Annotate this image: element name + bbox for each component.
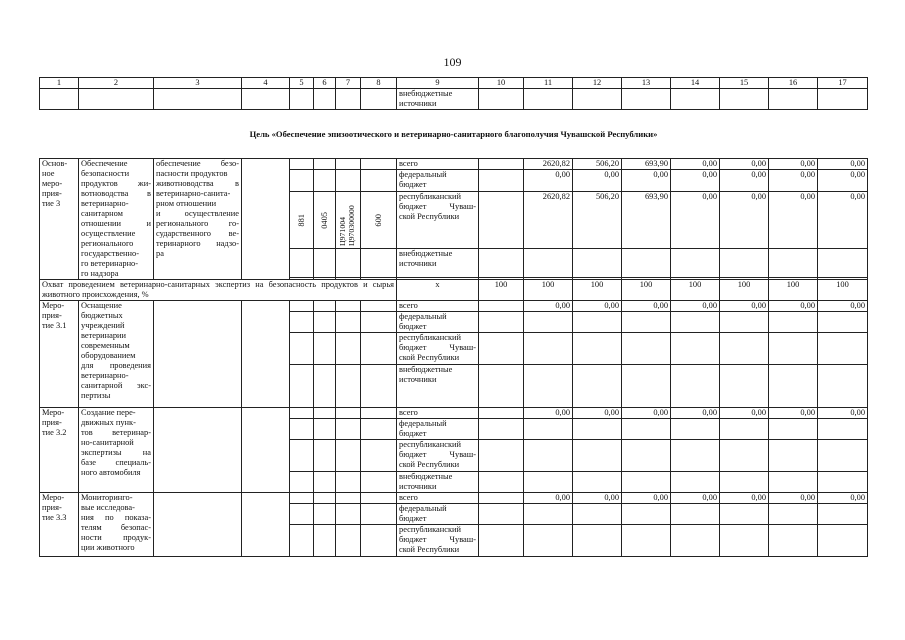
indicator-value: 100 [818,280,868,301]
col-header: 14 [671,78,720,89]
source-extrabudget: внебюджетные источники [397,365,479,408]
indicator-value: 100 [622,280,671,301]
value-cell: 0,00 [622,408,671,419]
col-header: 8 [361,78,397,89]
col-header: 6 [314,78,336,89]
source-extrabudget: внебюджетные источники [397,472,479,493]
value-cell: 0,00 [720,159,769,170]
indicator-text: Охват проведением ветеринарно-санитарных экспертиз на безопасность продуктов и сырья животного происхождения, % [40,280,397,301]
value-cell: 0,00 [671,408,720,419]
value-cell: 0,00 [769,301,818,312]
activity-label: Меро- прия- тие 3.1 [40,301,79,408]
col-header: 12 [573,78,622,89]
value-cell: 0,00 [573,408,622,419]
value-cell: 0,00 [769,159,818,170]
value-cell: 693,90 [622,159,671,170]
table-row [40,493,868,504]
indicator-value: 100 [769,280,818,301]
value-cell: 0,00 [622,170,671,191]
col-header: 11 [524,78,573,89]
value-cell: 0,00 [573,170,622,191]
source-extrabudget: внебюджетные источники [397,89,479,110]
source-all: всего [397,301,479,312]
code-cell: Ц971004 Ц970300000 [338,205,356,246]
source-all: всего [397,159,479,170]
source-federal: федеральный бюджет [397,312,479,333]
header-row [40,78,868,89]
table-row [40,89,868,110]
value-cell: 0,00 [769,408,818,419]
value-cell: 0,00 [671,170,720,191]
goal-title: Цель «Обеспечение эпизоотического и ветеринарно-санитарного благополучия Чувашской Республики» [40,110,868,159]
indicator-row [40,280,868,301]
value-cell: 0,00 [573,493,622,504]
source-republican: республиканский бюджет Чуваш- ской Республики [397,440,479,472]
activity-name: Оснащение бюджетных учреждений ветеринарии современным оборудованием для проведения ветеринарно- санитарной экс- пертизы [79,301,154,408]
value-cell: 0,00 [720,493,769,504]
value-cell: 0,00 [720,170,769,191]
col-header: 4 [242,78,290,89]
value-cell: 0,00 [769,191,818,249]
value-cell: 0,00 [524,301,573,312]
value-cell: 693,90 [622,191,671,249]
source-republican: республиканский бюджет Чуваш- ской Республики [397,333,479,365]
value-cell: 506,20 [573,191,622,249]
table-row [40,408,868,419]
indicator-value: 100 [720,280,769,301]
value-cell: 0,00 [769,170,818,191]
col-header: 16 [769,78,818,89]
main-activity-name: Обеспечение безопасности продуктов жи- вотноводства в ветеринарно- санитарном отношении и осуществление регионального государственно- го ветеринарно- го надзора [79,159,154,280]
value-cell: 0,00 [818,408,868,419]
value-cell: 0,00 [818,493,868,504]
value-cell [479,170,524,191]
table-row [40,301,868,312]
value-cell: 0,00 [671,191,720,249]
value-cell: 0,00 [671,301,720,312]
col-header: 3 [154,78,242,89]
value-cell: 0,00 [818,159,868,170]
source-republican: республиканский бюджет Чуваш- ской Республики [397,191,479,249]
col-header: 15 [720,78,769,89]
value-cell: 0,00 [671,159,720,170]
source-extrabudget: внебюджетные источники [397,249,479,277]
col-header: 10 [479,78,524,89]
value-cell [479,191,524,249]
col-header: 7 [336,78,361,89]
value-cell: 0,00 [769,493,818,504]
source-republican: республиканский бюджет Чуваш- ской Республики [397,525,479,557]
table-row [40,159,868,170]
value-cell [479,159,524,170]
source-federal: федеральный бюджет [397,170,479,191]
code-cell: 881 [296,213,306,227]
value-cell: 2620,82 [524,191,573,249]
col-header: 5 [290,78,314,89]
goal-row [40,110,868,159]
program-table [39,77,868,557]
source-all: всего [397,493,479,504]
main-activity-task: обеспечение безо- пасности продуктов животноводства в ветеринарно-санита- рном отношении и осуществление регионального го- сударственного ве- теринарного надзо- ра [154,159,242,280]
indicator-mark: x [397,280,479,301]
value-cell: 0,00 [524,170,573,191]
activity-label: Меро- прия- тие 3.3 [40,493,79,557]
activity-label: Меро- прия- тие 3.2 [40,408,79,493]
value-cell: 0,00 [524,493,573,504]
value-cell: 0,00 [622,301,671,312]
value-cell: 0,00 [671,493,720,504]
value-cell: 0,00 [720,301,769,312]
value-cell: 0,00 [818,170,868,191]
source-all: всего [397,408,479,419]
indicator-value: 100 [671,280,720,301]
code-cell: 600 [373,213,383,227]
indicator-value: 100 [573,280,622,301]
col-header: 13 [622,78,671,89]
indicator-value: 100 [524,280,573,301]
col-header: 17 [818,78,868,89]
col-header: 2 [79,78,154,89]
col-header: 1 [40,78,79,89]
value-cell: 0,00 [720,191,769,249]
indicator-value: 100 [479,280,524,301]
source-federal: федеральный бюджет [397,504,479,525]
activity-name: Создание пере- движных пунк- тов ветеринар- но-санитарной экспертизы на базе специаль- ного автомобиля [79,408,154,493]
value-cell: 0,00 [818,301,868,312]
main-activity-label: Основ- ное меро- прия- тие 3 [40,159,79,280]
page-number: 109 [443,55,462,69]
value-cell: 0,00 [524,408,573,419]
value-cell: 0,00 [622,493,671,504]
code-cell: 0405 [319,211,329,229]
value-cell: 2620,82 [524,159,573,170]
source-federal: федеральный бюджет [397,419,479,440]
value-cell: 0,00 [720,408,769,419]
value-cell: 0,00 [818,191,868,249]
value-cell: 0,00 [573,301,622,312]
value-cell: 506,20 [573,159,622,170]
col-header: 9 [397,78,479,89]
activity-name: Мониторинго- вые исследова- ния по показа- телям безопас- ности продук- ции животного [79,493,154,557]
